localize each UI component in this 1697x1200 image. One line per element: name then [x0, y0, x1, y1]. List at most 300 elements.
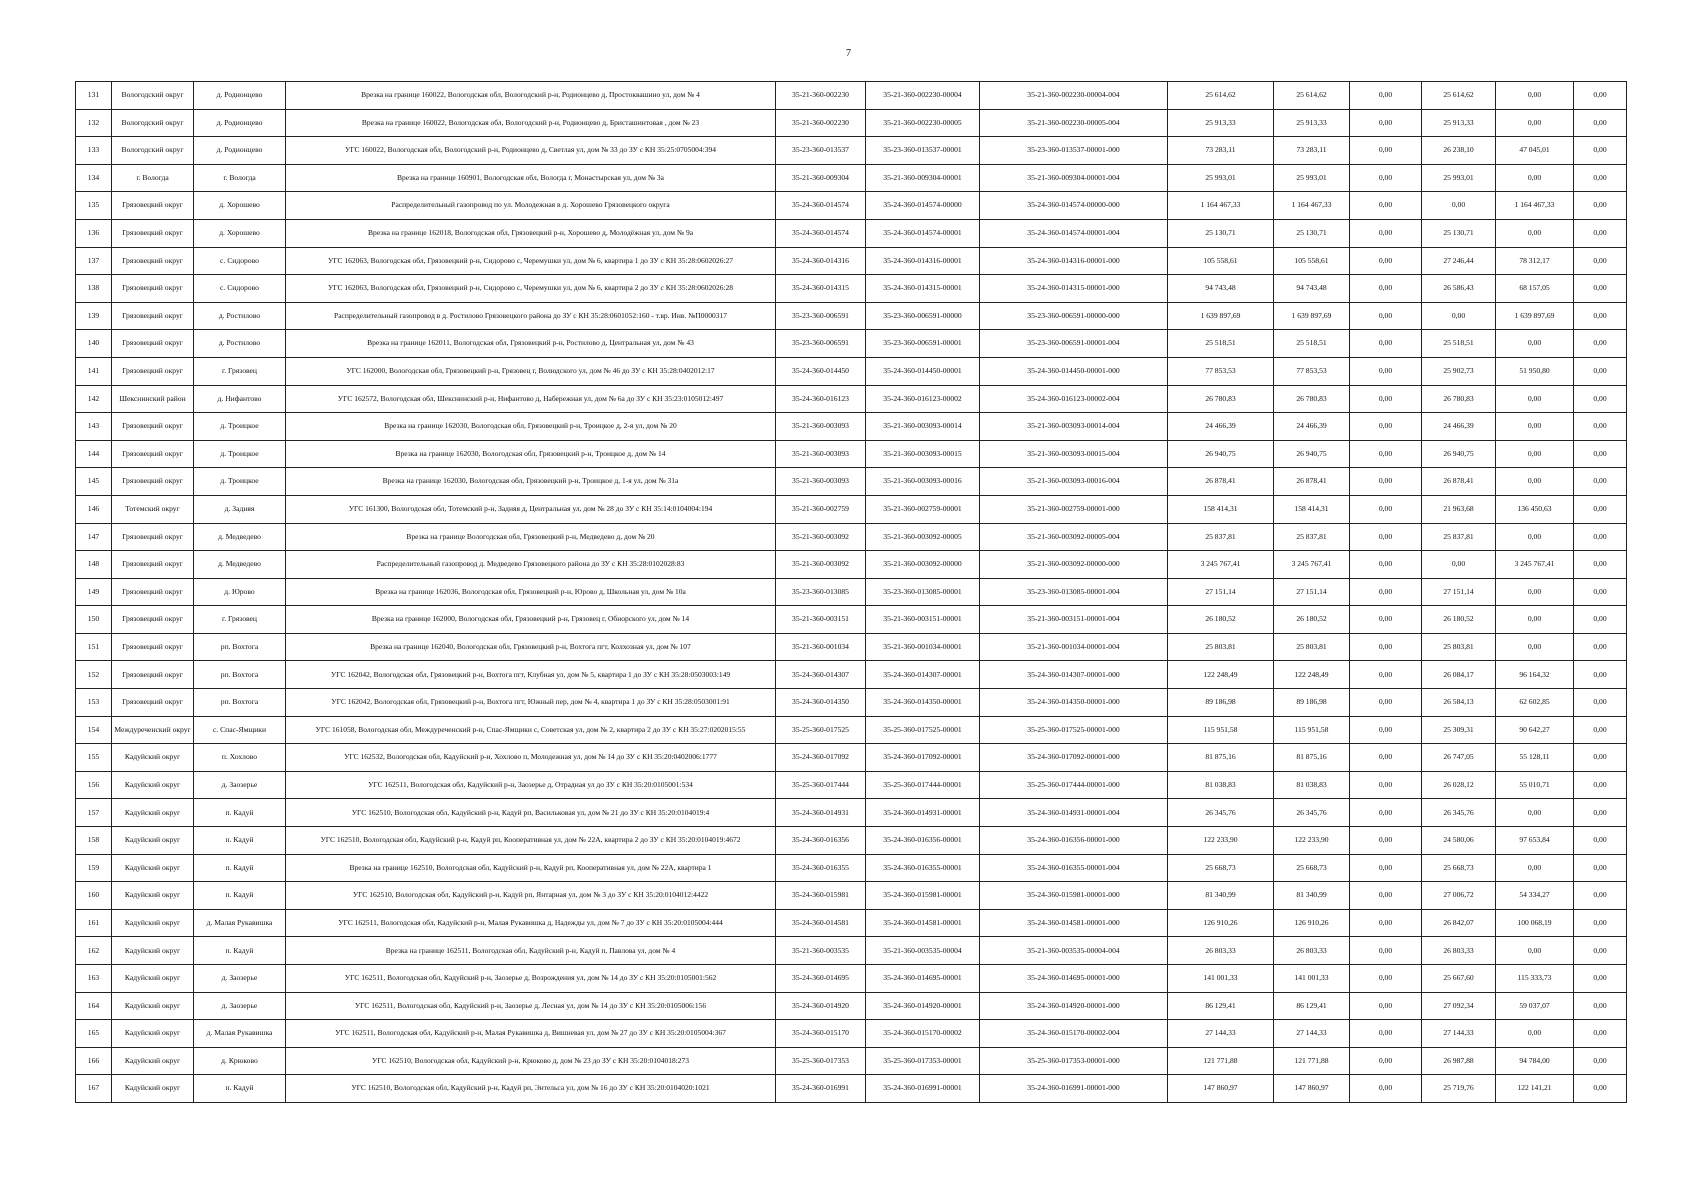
- district-cell: Кадуйский округ: [112, 1047, 194, 1075]
- amount-col-5-cell: 59 037,07: [1496, 992, 1574, 1020]
- district-cell: Кадуйский округ: [112, 882, 194, 910]
- amount-col-4-cell: 25 913,33: [1422, 109, 1496, 137]
- subobject-code-cell: 35-21-360-003151-00001: [866, 606, 980, 634]
- amount-col-5-cell: 1 164 467,33: [1496, 192, 1574, 220]
- amount-col-5-cell: 115 333,73: [1496, 965, 1574, 993]
- amount-col-2-cell: 158 414,31: [1274, 495, 1350, 523]
- amount-col-3-cell: 0,00: [1350, 1047, 1422, 1075]
- amount-col-6-cell: 0,00: [1574, 854, 1627, 882]
- total-amount-cell: 27 151,14: [1168, 578, 1274, 606]
- object-code-cell: 35-21-360-003092: [776, 551, 866, 579]
- settlement-cell: рп. Вохтога: [194, 633, 286, 661]
- amount-col-3-cell: 0,00: [1350, 937, 1422, 965]
- object-code-cell: 35-21-360-002230: [776, 109, 866, 137]
- amount-col-4-cell: 25 667,60: [1422, 965, 1496, 993]
- amount-col-5-cell: 136 450,63: [1496, 495, 1574, 523]
- amount-col-5-cell: 55 010,71: [1496, 771, 1574, 799]
- table-row: [76, 164, 1627, 192]
- subobject-code-cell: 35-21-360-003535-00004: [866, 937, 980, 965]
- amount-col-5-cell: 97 653,84: [1496, 827, 1574, 855]
- amount-col-4-cell: 25 614,62: [1422, 82, 1496, 110]
- subobject-code-cell: 35-24-360-016991-00001: [866, 1075, 980, 1103]
- table-row: [76, 523, 1627, 551]
- total-amount-cell: 26 940,75: [1168, 440, 1274, 468]
- element-code-cell: 35-24-360-016991-00001-000: [980, 1075, 1168, 1103]
- object-description-cell: Врезка на границе 162000, Вологодская обл, Грязовецкий р-н, Грязовец г, Обнорского ул, дом № 14: [286, 606, 776, 634]
- settlement-cell: д. Ростилово: [194, 330, 286, 358]
- district-cell: г. Вологда: [112, 164, 194, 192]
- amount-col-4-cell: 25 668,73: [1422, 854, 1496, 882]
- settlement-cell: г. Грязовец: [194, 606, 286, 634]
- total-amount-cell: 25 518,51: [1168, 330, 1274, 358]
- element-code-cell: 35-21-360-003093-00015-004: [980, 440, 1168, 468]
- amount-col-6-cell: 0,00: [1574, 468, 1627, 496]
- amount-col-4-cell: 25 837,81: [1422, 523, 1496, 551]
- table-row: [76, 468, 1627, 496]
- amount-col-6-cell: 0,00: [1574, 551, 1627, 579]
- row-number-cell: 139: [76, 302, 112, 330]
- settlement-cell: д. Медведево: [194, 523, 286, 551]
- total-amount-cell: 141 001,33: [1168, 965, 1274, 993]
- amount-col-2-cell: 3 245 767,41: [1274, 551, 1350, 579]
- row-number-cell: 162: [76, 937, 112, 965]
- table-row: [76, 82, 1627, 110]
- amount-col-6-cell: 0,00: [1574, 357, 1627, 385]
- subobject-code-cell: 35-21-360-003093-00014: [866, 413, 980, 441]
- total-amount-cell: 26 780,83: [1168, 385, 1274, 413]
- element-code-cell: 35-21-360-003092-00000-000: [980, 551, 1168, 579]
- district-cell: Тотемский округ: [112, 495, 194, 523]
- object-code-cell: 35-24-360-014920: [776, 992, 866, 1020]
- amount-col-3-cell: 0,00: [1350, 633, 1422, 661]
- row-number-cell: 155: [76, 744, 112, 772]
- element-code-cell: 35-24-360-014350-00001-000: [980, 689, 1168, 717]
- amount-col-2-cell: 115 951,58: [1274, 716, 1350, 744]
- settlement-cell: д. Троицкое: [194, 440, 286, 468]
- subobject-code-cell: 35-24-360-015170-00002: [866, 1020, 980, 1048]
- table-row: [76, 413, 1627, 441]
- object-code-cell: 35-21-360-003093: [776, 440, 866, 468]
- district-cell: Междуреченский округ: [112, 716, 194, 744]
- amount-col-2-cell: 122 233,90: [1274, 827, 1350, 855]
- amount-col-6-cell: 0,00: [1574, 937, 1627, 965]
- amount-col-4-cell: 26 586,43: [1422, 275, 1496, 303]
- subobject-code-cell: 35-23-360-013537-00001: [866, 137, 980, 165]
- element-code-cell: 35-24-360-016356-00001-000: [980, 827, 1168, 855]
- amount-col-3-cell: 0,00: [1350, 330, 1422, 358]
- subobject-code-cell: 35-23-360-006591-00000: [866, 302, 980, 330]
- element-code-cell: 35-23-360-013085-00001-004: [980, 578, 1168, 606]
- amount-col-2-cell: 1 639 897,69: [1274, 302, 1350, 330]
- subobject-code-cell: 35-24-360-014307-00001: [866, 661, 980, 689]
- element-code-cell: 35-24-360-014450-00001-000: [980, 357, 1168, 385]
- table-row: [76, 219, 1627, 247]
- element-code-cell: 35-21-360-003093-00014-004: [980, 413, 1168, 441]
- table-row: [76, 661, 1627, 689]
- amount-col-2-cell: 122 248,49: [1274, 661, 1350, 689]
- object-code-cell: 35-24-360-015170: [776, 1020, 866, 1048]
- amount-col-6-cell: 0,00: [1574, 716, 1627, 744]
- row-number-cell: 135: [76, 192, 112, 220]
- object-description-cell: Врезка на границе 162036, Вологодская обл, Грязовецкий р-н, Юрово д, Школьная ул, дом № 10а: [286, 578, 776, 606]
- settlement-cell: д. Родионцево: [194, 137, 286, 165]
- amount-col-3-cell: 0,00: [1350, 661, 1422, 689]
- object-code-cell: 35-24-360-014307: [776, 661, 866, 689]
- row-number-cell: 161: [76, 909, 112, 937]
- amount-col-2-cell: 27 144,33: [1274, 1020, 1350, 1048]
- row-number-cell: 142: [76, 385, 112, 413]
- table-row: [76, 744, 1627, 772]
- subobject-code-cell: 35-24-360-014315-00001: [866, 275, 980, 303]
- amount-col-5-cell: 78 312,17: [1496, 247, 1574, 275]
- object-code-cell: 35-21-360-003151: [776, 606, 866, 634]
- element-code-cell: 35-24-360-014315-00001-000: [980, 275, 1168, 303]
- settlement-cell: г. Грязовец: [194, 357, 286, 385]
- object-code-cell: 35-21-360-002230: [776, 82, 866, 110]
- table-row: [76, 357, 1627, 385]
- object-description-cell: УГС 160022, Вологодская обл, Вологодский р-н, Родионцево д, Светлая ул, дом № 33 до ЗУ с КН 35:25:0705004:394: [286, 137, 776, 165]
- total-amount-cell: 27 144,33: [1168, 1020, 1274, 1048]
- settlement-cell: д. Троицкое: [194, 413, 286, 441]
- district-cell: Грязовецкий округ: [112, 468, 194, 496]
- object-description-cell: Врезка на границе 162018, Вологодская обл, Грязовецкий р-н, Хорошево д, Молодёжная ул, дом № 9а: [286, 219, 776, 247]
- amount-col-4-cell: 25 130,71: [1422, 219, 1496, 247]
- amount-col-4-cell: 24 580,06: [1422, 827, 1496, 855]
- amount-col-2-cell: 25 993,01: [1274, 164, 1350, 192]
- amount-col-3-cell: 0,00: [1350, 551, 1422, 579]
- object-code-cell: 35-24-360-014574: [776, 192, 866, 220]
- table-row: [76, 137, 1627, 165]
- total-amount-cell: 26 803,33: [1168, 937, 1274, 965]
- amount-col-3-cell: 0,00: [1350, 302, 1422, 330]
- amount-col-2-cell: 141 001,33: [1274, 965, 1350, 993]
- amount-col-5-cell: 0,00: [1496, 633, 1574, 661]
- total-amount-cell: 25 837,81: [1168, 523, 1274, 551]
- row-number-cell: 163: [76, 965, 112, 993]
- total-amount-cell: 26 878,41: [1168, 468, 1274, 496]
- object-code-cell: 35-24-360-017092: [776, 744, 866, 772]
- settlement-cell: п. Кадуй: [194, 854, 286, 882]
- district-cell: Кадуйский округ: [112, 799, 194, 827]
- amount-col-3-cell: 0,00: [1350, 385, 1422, 413]
- total-amount-cell: 81 340,99: [1168, 882, 1274, 910]
- registry-table: [75, 81, 1627, 1103]
- row-number-cell: 149: [76, 578, 112, 606]
- amount-col-2-cell: 105 558,61: [1274, 247, 1350, 275]
- table-row: [76, 827, 1627, 855]
- amount-col-5-cell: 47 045,01: [1496, 137, 1574, 165]
- table-row: [76, 192, 1627, 220]
- amount-col-4-cell: 25 309,31: [1422, 716, 1496, 744]
- total-amount-cell: 73 283,11: [1168, 137, 1274, 165]
- subobject-code-cell: 35-24-360-016355-00001: [866, 854, 980, 882]
- district-cell: Кадуйский округ: [112, 1020, 194, 1048]
- settlement-cell: д. Юрово: [194, 578, 286, 606]
- row-number-cell: 154: [76, 716, 112, 744]
- object-description-cell: Врезка на границе 160022, Вологодская обл, Вологодский р-н, Родионцево д, Бристашинтовая , дом № 23: [286, 109, 776, 137]
- table-row: [76, 965, 1627, 993]
- amount-col-2-cell: 25 518,51: [1274, 330, 1350, 358]
- subobject-code-cell: 35-25-360-017353-00001: [866, 1047, 980, 1075]
- amount-col-5-cell: 0,00: [1496, 219, 1574, 247]
- object-code-cell: 35-21-360-003093: [776, 468, 866, 496]
- amount-col-4-cell: 0,00: [1422, 302, 1496, 330]
- amount-col-6-cell: 0,00: [1574, 965, 1627, 993]
- amount-col-2-cell: 26 780,83: [1274, 385, 1350, 413]
- object-code-cell: 35-24-360-014450: [776, 357, 866, 385]
- amount-col-4-cell: 25 719,76: [1422, 1075, 1496, 1103]
- amount-col-5-cell: 62 602,85: [1496, 689, 1574, 717]
- subobject-code-cell: 35-21-360-002759-00001: [866, 495, 980, 523]
- row-number-cell: 153: [76, 689, 112, 717]
- object-code-cell: 35-24-360-014695: [776, 965, 866, 993]
- row-number-cell: 156: [76, 771, 112, 799]
- element-code-cell: 35-24-360-014316-00001-000: [980, 247, 1168, 275]
- settlement-cell: д. Малая Рукавишка: [194, 1020, 286, 1048]
- table-row: [76, 799, 1627, 827]
- object-description-cell: УГС 162511, Вологодская обл, Кадуйский р-н, Малая Рукавишка д, Надежды ул, дом № 7 до ЗУ с КН 35:20:0105004:444: [286, 909, 776, 937]
- total-amount-cell: 86 129,41: [1168, 992, 1274, 1020]
- amount-col-3-cell: 0,00: [1350, 882, 1422, 910]
- object-description-cell: УГС 162532, Вологодская обл, Кадуйский р-н, Хохлово п, Молодежная ул, дом № 14 до ЗУ с КН 35:20:0402006:1777: [286, 744, 776, 772]
- element-code-cell: 35-24-360-014574-00000-000: [980, 192, 1168, 220]
- subobject-code-cell: 35-24-360-014574-00000: [866, 192, 980, 220]
- total-amount-cell: 89 186,98: [1168, 689, 1274, 717]
- object-code-cell: 35-21-360-001034: [776, 633, 866, 661]
- amount-col-6-cell: 0,00: [1574, 192, 1627, 220]
- settlement-cell: д. Задняя: [194, 495, 286, 523]
- amount-col-6-cell: 0,00: [1574, 302, 1627, 330]
- row-number-cell: 134: [76, 164, 112, 192]
- amount-col-2-cell: 26 803,33: [1274, 937, 1350, 965]
- table-row: [76, 385, 1627, 413]
- amount-col-4-cell: 26 803,33: [1422, 937, 1496, 965]
- settlement-cell: г. Вологда: [194, 164, 286, 192]
- settlement-cell: д. Хорошево: [194, 219, 286, 247]
- amount-col-2-cell: 81 875,16: [1274, 744, 1350, 772]
- subobject-code-cell: 35-25-360-017525-00001: [866, 716, 980, 744]
- amount-col-6-cell: 0,00: [1574, 661, 1627, 689]
- amount-col-3-cell: 0,00: [1350, 468, 1422, 496]
- amount-col-5-cell: 0,00: [1496, 413, 1574, 441]
- total-amount-cell: 94 743,48: [1168, 275, 1274, 303]
- amount-col-2-cell: 26 345,76: [1274, 799, 1350, 827]
- amount-col-6-cell: 0,00: [1574, 247, 1627, 275]
- object-description-cell: Врезка на границе 160901, Вологодская обл, Вологда г, Монастырская ул, дом № 3а: [286, 164, 776, 192]
- amount-col-4-cell: 0,00: [1422, 551, 1496, 579]
- table-row: [76, 633, 1627, 661]
- object-description-cell: Врезка на границе 162030, Вологодская обл, Грязовецкий р-н, Троицкое д, дом № 14: [286, 440, 776, 468]
- amount-col-4-cell: 27 092,34: [1422, 992, 1496, 1020]
- settlement-cell: п. Кадуй: [194, 937, 286, 965]
- object-code-cell: 35-24-360-014931: [776, 799, 866, 827]
- subobject-code-cell: 35-23-360-006591-00001: [866, 330, 980, 358]
- district-cell: Кадуйский округ: [112, 909, 194, 937]
- row-number-cell: 138: [76, 275, 112, 303]
- amount-col-3-cell: 0,00: [1350, 909, 1422, 937]
- table-row: [76, 275, 1627, 303]
- settlement-cell: д. Заозерье: [194, 965, 286, 993]
- amount-col-6-cell: 0,00: [1574, 495, 1627, 523]
- settlement-cell: д. Ростилово: [194, 302, 286, 330]
- subobject-code-cell: 35-24-360-014920-00001: [866, 992, 980, 1020]
- subobject-code-cell: 35-21-360-003092-00000: [866, 551, 980, 579]
- amount-col-4-cell: 26 842,07: [1422, 909, 1496, 937]
- element-code-cell: 35-21-360-009304-00001-004: [980, 164, 1168, 192]
- total-amount-cell: 77 853,53: [1168, 357, 1274, 385]
- page-number: 7: [846, 48, 851, 59]
- row-number-cell: 167: [76, 1075, 112, 1103]
- district-cell: Кадуйский округ: [112, 965, 194, 993]
- amount-col-4-cell: 26 084,17: [1422, 661, 1496, 689]
- object-description-cell: Распределительный газопровод по ул. Молодежная в д. Хорошево Грязовецкого округа: [286, 192, 776, 220]
- subobject-code-cell: 35-23-360-013085-00001: [866, 578, 980, 606]
- object-description-cell: Врезка на границе 162030, Вологодская обл, Грязовецкий р-н, Троицкое д, 2-я ул, дом № 20: [286, 413, 776, 441]
- object-code-cell: 35-21-360-003093: [776, 413, 866, 441]
- element-code-cell: 35-24-360-017092-00001-000: [980, 744, 1168, 772]
- district-cell: Кадуйский округ: [112, 937, 194, 965]
- amount-col-6-cell: 0,00: [1574, 440, 1627, 468]
- total-amount-cell: 81 875,16: [1168, 744, 1274, 772]
- object-code-cell: 35-24-360-014316: [776, 247, 866, 275]
- object-description-cell: УГС 162510, Вологодская обл, Кадуйский р-н, Кадуй рп, Васильковая ул, дом № 21 до ЗУ с КН 35:20:0104019:4: [286, 799, 776, 827]
- object-description-cell: УГС 162511, Вологодская обл, Кадуйский р-н, Заозерье д, Возрождения ул, дом № 14 до ЗУ с КН 35:20:0105001:562: [286, 965, 776, 993]
- element-code-cell: 35-24-360-014695-00001-000: [980, 965, 1168, 993]
- subobject-code-cell: 35-24-360-014695-00001: [866, 965, 980, 993]
- amount-col-4-cell: 26 028,12: [1422, 771, 1496, 799]
- amount-col-6-cell: 0,00: [1574, 799, 1627, 827]
- amount-col-4-cell: 25 803,81: [1422, 633, 1496, 661]
- object-description-cell: Врезка на границе 160022, Вологодская обл, Вологодский р-н, Родионцево д, Простоквашино ул, дом № 4: [286, 82, 776, 110]
- total-amount-cell: 121 771,88: [1168, 1047, 1274, 1075]
- subobject-code-cell: 35-24-360-015981-00001: [866, 882, 980, 910]
- district-cell: Грязовецкий округ: [112, 523, 194, 551]
- table-row: [76, 992, 1627, 1020]
- row-number-cell: 147: [76, 523, 112, 551]
- total-amount-cell: 25 803,81: [1168, 633, 1274, 661]
- settlement-cell: д. Медведево: [194, 551, 286, 579]
- element-code-cell: 35-21-360-002759-00001-000: [980, 495, 1168, 523]
- total-amount-cell: 158 414,31: [1168, 495, 1274, 523]
- amount-col-6-cell: 0,00: [1574, 744, 1627, 772]
- district-cell: Грязовецкий округ: [112, 689, 194, 717]
- amount-col-6-cell: 0,00: [1574, 827, 1627, 855]
- settlement-cell: п. Кадуй: [194, 882, 286, 910]
- object-code-cell: 35-25-360-017525: [776, 716, 866, 744]
- object-description-cell: Врезка на границе 162011, Вологодская обл, Грязовецкий р-н, Ростилово д, Центральная ул, дом № 43: [286, 330, 776, 358]
- table-row: [76, 854, 1627, 882]
- object-code-cell: 35-24-360-015981: [776, 882, 866, 910]
- amount-col-2-cell: 26 878,41: [1274, 468, 1350, 496]
- object-description-cell: УГС 162063, Вологодская обл, Грязовецкий р-н, Сидорово с, Черемушки ул, дом № 6, квартира 2 до ЗУ с КН 35:28:0602026:28: [286, 275, 776, 303]
- amount-col-2-cell: 24 466,39: [1274, 413, 1350, 441]
- object-description-cell: УГС 162511, Вологодская обл, Кадуйский р-н, Малая Рукавишка д, Вишневая ул, дом № 27 до ЗУ с КН 35:20:0105004:367: [286, 1020, 776, 1048]
- amount-col-4-cell: 26 238,10: [1422, 137, 1496, 165]
- amount-col-4-cell: 26 987,88: [1422, 1047, 1496, 1075]
- table-row: [76, 716, 1627, 744]
- element-code-cell: 35-24-360-015170-00002-004: [980, 1020, 1168, 1048]
- total-amount-cell: 26 180,52: [1168, 606, 1274, 634]
- row-number-cell: 146: [76, 495, 112, 523]
- element-code-cell: 35-24-360-014307-00001-000: [980, 661, 1168, 689]
- table-row: [76, 330, 1627, 358]
- settlement-cell: д. Троицкое: [194, 468, 286, 496]
- district-cell: Грязовецкий округ: [112, 247, 194, 275]
- amount-col-6-cell: 0,00: [1574, 689, 1627, 717]
- amount-col-3-cell: 0,00: [1350, 109, 1422, 137]
- district-cell: Грязовецкий округ: [112, 606, 194, 634]
- amount-col-3-cell: 0,00: [1350, 827, 1422, 855]
- amount-col-3-cell: 0,00: [1350, 744, 1422, 772]
- amount-col-5-cell: 68 157,05: [1496, 275, 1574, 303]
- amount-col-3-cell: 0,00: [1350, 854, 1422, 882]
- amount-col-6-cell: 0,00: [1574, 771, 1627, 799]
- object-description-cell: Распределительный газопровод в д. Ростилово Грязовецкого района до ЗУ с КН 35:28:0601052:160 - т.вр. Инв. №П0000317: [286, 302, 776, 330]
- table-row: [76, 302, 1627, 330]
- object-description-cell: УГС 162511, Вологодская обл, Кадуйский р-н, Заозерье д, Отрадная ул до ЗУ с КН 35:20:0105001:534: [286, 771, 776, 799]
- element-code-cell: 35-21-360-002230-00005-004: [980, 109, 1168, 137]
- amount-col-3-cell: 0,00: [1350, 523, 1422, 551]
- amount-col-6-cell: 0,00: [1574, 523, 1627, 551]
- object-description-cell: УГС 162042, Вологодская обл, Грязовецкий р-н, Вохтога пгт, Южный пер, дом № 4, квартира 1 до ЗУ с КН 35:28:0503001:91: [286, 689, 776, 717]
- object-code-cell: 35-21-360-003535: [776, 937, 866, 965]
- district-cell: Грязовецкий округ: [112, 661, 194, 689]
- table-row: [76, 551, 1627, 579]
- district-cell: Вологодский округ: [112, 82, 194, 110]
- amount-col-5-cell: 0,00: [1496, 330, 1574, 358]
- object-code-cell: 35-25-360-017444: [776, 771, 866, 799]
- amount-col-3-cell: 0,00: [1350, 1020, 1422, 1048]
- amount-col-2-cell: 121 771,88: [1274, 1047, 1350, 1075]
- amount-col-2-cell: 26 940,75: [1274, 440, 1350, 468]
- amount-col-5-cell: 0,00: [1496, 385, 1574, 413]
- object-code-cell: 35-23-360-006591: [776, 302, 866, 330]
- element-code-cell: 35-24-360-014920-00001-000: [980, 992, 1168, 1020]
- row-number-cell: 137: [76, 247, 112, 275]
- settlement-cell: п. Кадуй: [194, 799, 286, 827]
- subobject-code-cell: 35-24-360-014931-00001: [866, 799, 980, 827]
- amount-col-2-cell: 94 743,48: [1274, 275, 1350, 303]
- amount-col-4-cell: 24 466,39: [1422, 413, 1496, 441]
- amount-col-2-cell: 26 180,52: [1274, 606, 1350, 634]
- object-description-cell: УГС 162510, Вологодская обл, Кадуйский р-н, Крюково д, дом № 23 до ЗУ с КН 35:20:0104018:273: [286, 1047, 776, 1075]
- district-cell: Вологодский округ: [112, 137, 194, 165]
- total-amount-cell: 25 993,01: [1168, 164, 1274, 192]
- settlement-cell: с. Сидорово: [194, 247, 286, 275]
- district-cell: Вологодский округ: [112, 109, 194, 137]
- amount-col-4-cell: 27 144,33: [1422, 1020, 1496, 1048]
- amount-col-5-cell: 0,00: [1496, 937, 1574, 965]
- amount-col-3-cell: 0,00: [1350, 413, 1422, 441]
- table-row: [76, 882, 1627, 910]
- element-code-cell: 35-24-360-016123-00002-004: [980, 385, 1168, 413]
- amount-col-3-cell: 0,00: [1350, 219, 1422, 247]
- amount-col-3-cell: 0,00: [1350, 965, 1422, 993]
- amount-col-2-cell: 25 668,73: [1274, 854, 1350, 882]
- subobject-code-cell: 35-24-360-014574-00001: [866, 219, 980, 247]
- amount-col-6-cell: 0,00: [1574, 109, 1627, 137]
- amount-col-3-cell: 0,00: [1350, 771, 1422, 799]
- amount-col-2-cell: 1 164 467,33: [1274, 192, 1350, 220]
- amount-col-3-cell: 0,00: [1350, 495, 1422, 523]
- amount-col-3-cell: 0,00: [1350, 192, 1422, 220]
- amount-col-4-cell: 21 963,68: [1422, 495, 1496, 523]
- element-code-cell: 35-25-360-017525-00001-000: [980, 716, 1168, 744]
- amount-col-3-cell: 0,00: [1350, 137, 1422, 165]
- object-code-cell: 35-24-360-016123: [776, 385, 866, 413]
- total-amount-cell: 3 245 767,41: [1168, 551, 1274, 579]
- object-code-cell: 35-24-360-014350: [776, 689, 866, 717]
